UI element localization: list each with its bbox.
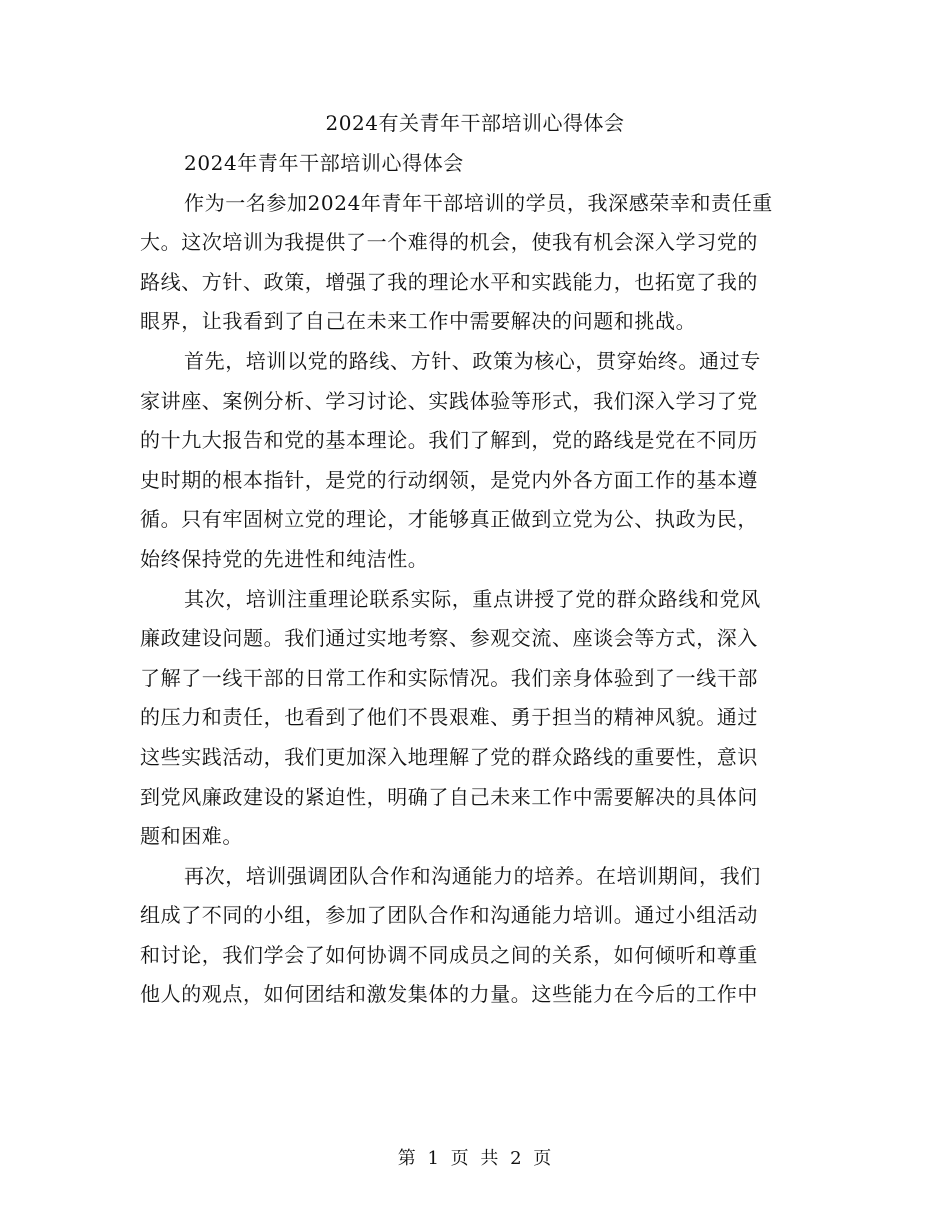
paragraph-line: 再次，培训强调团队合作和沟通能力的培养。在培训期间，我们 [184, 863, 761, 888]
paragraph-line: 题和困难。 [140, 824, 243, 849]
paragraph-line: 眼界，让我看到了自己在未来工作中需要解决的问题和挑战。 [140, 309, 697, 334]
document-body [140, 144, 812, 1015]
subtitle-line: 2024年青年干部培训心得体会 [184, 151, 464, 175]
paragraph-line: 这些实践活动，我们更加深入地理解了党的群众路线的重要性，意识 [140, 744, 758, 769]
paragraph-line: 作为一名参加2024年青年干部培训的学员，我深感荣幸和责任重 [184, 190, 773, 215]
paragraph-line: 其次，培训注重理论联系实际，重点讲授了党的群众路线和党风 [184, 586, 761, 611]
paragraph-line: 到党风廉政建设的紧迫性，明确了自己未来工作中需要解决的具体问 [140, 784, 758, 809]
paragraph-line: 组成了不同的小组，参加了团队合作和沟通能力培训。通过小组活动 [140, 903, 758, 928]
paragraph-line: 首先，培训以党的路线、方针、政策为核心，贯穿始终。通过专 [184, 348, 761, 373]
paragraph-line: 和讨论，我们学会了如何协调不同成员之间的关系，如何倾听和尊重 [140, 942, 758, 967]
paragraph-line: 路线、方针、政策，增强了我的理论水平和实践能力，也拓宽了我的 [140, 269, 758, 294]
paragraph-line: 他人的观点，如何团结和激发集体的力量。这些能力在今后的工作中 [140, 982, 758, 1007]
paragraph-line: 的压力和责任，也看到了他们不畏艰难、勇于担当的精神风貌。通过 [140, 705, 758, 730]
paragraph-line: 家讲座、案例分析、学习讨论、实践体验等形式，我们深入学习了党 [140, 388, 758, 413]
paragraph-line: 的十九大报告和党的基本理论。我们了解到，党的路线是党在不同历 [140, 428, 758, 453]
page-number-footer: 第 1 页 共 2 页 [397, 1148, 553, 1169]
paragraph-line: 大。这次培训为我提供了一个难得的机会，使我有机会深入学习党的 [140, 230, 758, 255]
paragraph-line: 史时期的根本指针，是党的行动纲领，是党内外各方面工作的基本遵 [140, 467, 758, 492]
paragraph-line: 了解了一线干部的日常工作和实际情况。我们亲身体验到了一线干部 [140, 665, 758, 690]
paragraph-line: 始终保持党的先进性和纯洁性。 [140, 546, 429, 571]
document-title: 2024有关青年干部培训心得体会 [325, 111, 625, 135]
paragraph-line: 廉政建设问题。我们通过实地考察、参观交流、座谈会等方式，深入 [140, 626, 758, 651]
paragraph-line: 循。只有牢固树立党的理论，才能够真正做到立党为公、执政为民， [140, 507, 758, 532]
